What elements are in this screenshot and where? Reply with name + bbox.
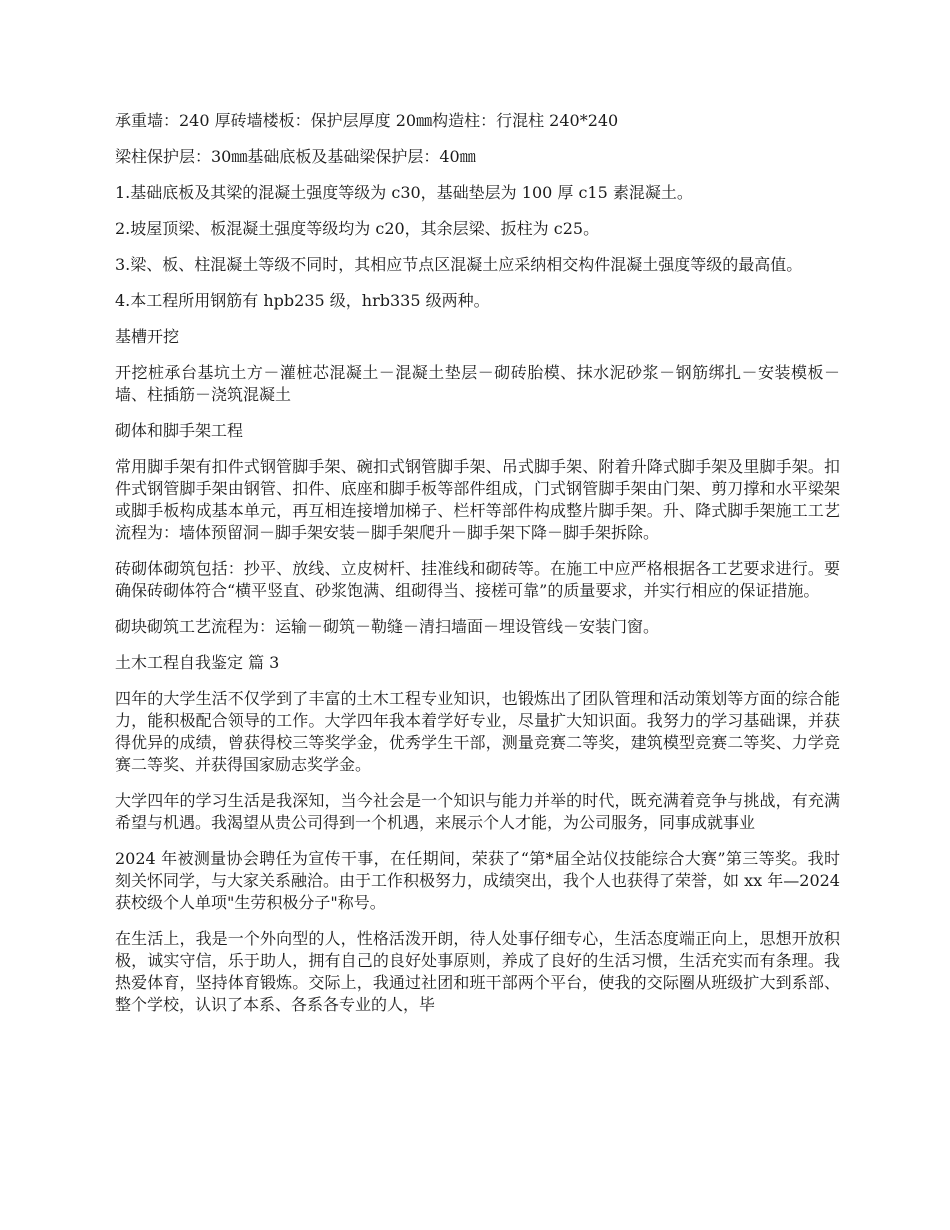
paragraph-item-4: 4.本工程所用钢筋有 hpb235 级，hrb335 级两种。 <box>115 291 490 310</box>
section-heading-excavation: 基槽开挖 <box>115 327 180 346</box>
paragraph-association: 2024 年被测量协会聘任为宣传干事，在任期间，荣获了“第*届全站仪技能综合大赛”第三等奖。我时刻关怀同学，与大家关系融洽。由于工作积极努力，成绩突出，我个人也获得了荣誉，如 xx 年—2024 获校级个人单项"生劳积极分子"称号。 <box>115 849 840 912</box>
paragraph-personal-life: 在生活上，我是一个外向型的人，性格活泼开朗，待人处事仔细专心，生活态度端正向上，思想开放积极，诚实守信，乐于助人，拥有自己的良好处事原则，养成了良好的生活习惯，生活充实而有条理。我热爱体育，坚持体育锻炼。交际上，我通过社团和班干部两个平台，使我的交际圈从班级扩大到系部、整个学校，认识了本系、各系各专业的人，毕 <box>115 929 840 1014</box>
paragraph-university-life: 四年的大学生活不仅学到了丰富的土木工程专业知识，也锻炼出了团队管理和活动策划等方面的综合能力，能积极配合领导的工作。大学四年我本着学好专业，尽量扩大知识面。我努力的学习基础课，并获得优异的成绩，曾获得校三等奖学金，优秀学生干部，测量竞赛二等奖，建筑模型竞赛二等奖、力学竞赛二等奖、并获得国家励志奖学金。 <box>115 689 840 774</box>
paragraph-excavation-process: 开挖桩承台基坑土方－灌桩芯混凝土－混凝土垫层－砌砖胎模、抹水泥砂浆－钢筋绑扎－安装模板－墙、柱插筋－浇筑混凝土 <box>115 363 840 404</box>
paragraph-brick-masonry: 砖砌体砌筑包括：抄平、放线、立皮树杆、挂准线和砌砖等。在施工中应严格根据各工艺要求进行。要确保砖砌体符合“横平竖直、砂浆饱满、组砌得当、接槎可靠”的质量要求，并实行相应的保证措施。 <box>115 559 840 600</box>
paragraph-block-process: 砌块砌筑工艺流程为：运输－砌筑－勒缝－清扫墙面－埋设管线－安装门窗。 <box>115 617 660 636</box>
paragraph-opportunity: 大学四年的学习生活是我深知，当今社会是一个知识与能力并举的时代，既充满着竞争与挑战，有充满希望与机遇。我渴望从贵公司得到一个机遇，来展示个人才能，为公司服务，同事成就事业 <box>115 791 840 832</box>
paragraph-scaffolding: 常用脚手架有扣件式钢管脚手架、碗扣式钢管脚手架、吊式脚手架、附着升降式脚手架及里脚手架。扣件式钢管脚手架由钢管、扣件、底座和脚手板等部件组成，门式钢管脚手架由门架、剪刀撑和水平梁架或脚手板构成基本单元，再互相连接增加梯子、栏杆等部件构成整片脚手架。升、降式脚手架施工工艺流程为：墙体预留洞－脚手架安装－脚手架爬升－脚手架下降－脚手架拆除。 <box>115 457 840 542</box>
section-heading-self-assessment: 土木工程自我鉴定 篇 3 <box>115 653 280 672</box>
paragraph-wall-specs: 承重墙：240 厚砖墙楼板：保护层厚度 20㎜构造柱：行混柱 240*240 <box>115 111 619 130</box>
document-body <box>115 110 840 1030</box>
paragraph-item-1: 1.基础底板及其梁的混凝土强度等级为 c30，基础垫层为 100 厚 c15 素混凝土。 <box>115 183 693 202</box>
paragraph-item-3: 3.梁、板、柱混凝土等级不同时，其相应节点区混凝土应采纳相交构件混凝土强度等级的最高值。 <box>115 255 803 274</box>
section-heading-masonry: 砌体和脚手架工程 <box>115 421 244 440</box>
paragraph-item-2: 2.坡屋顶梁、板混凝土强度等级均为 c20，其余层梁、扳柱为 c25。 <box>115 219 600 238</box>
paragraph-cover-thickness: 梁柱保护层：30㎜基础底板及基础梁保护层：40㎜ <box>115 147 476 166</box>
